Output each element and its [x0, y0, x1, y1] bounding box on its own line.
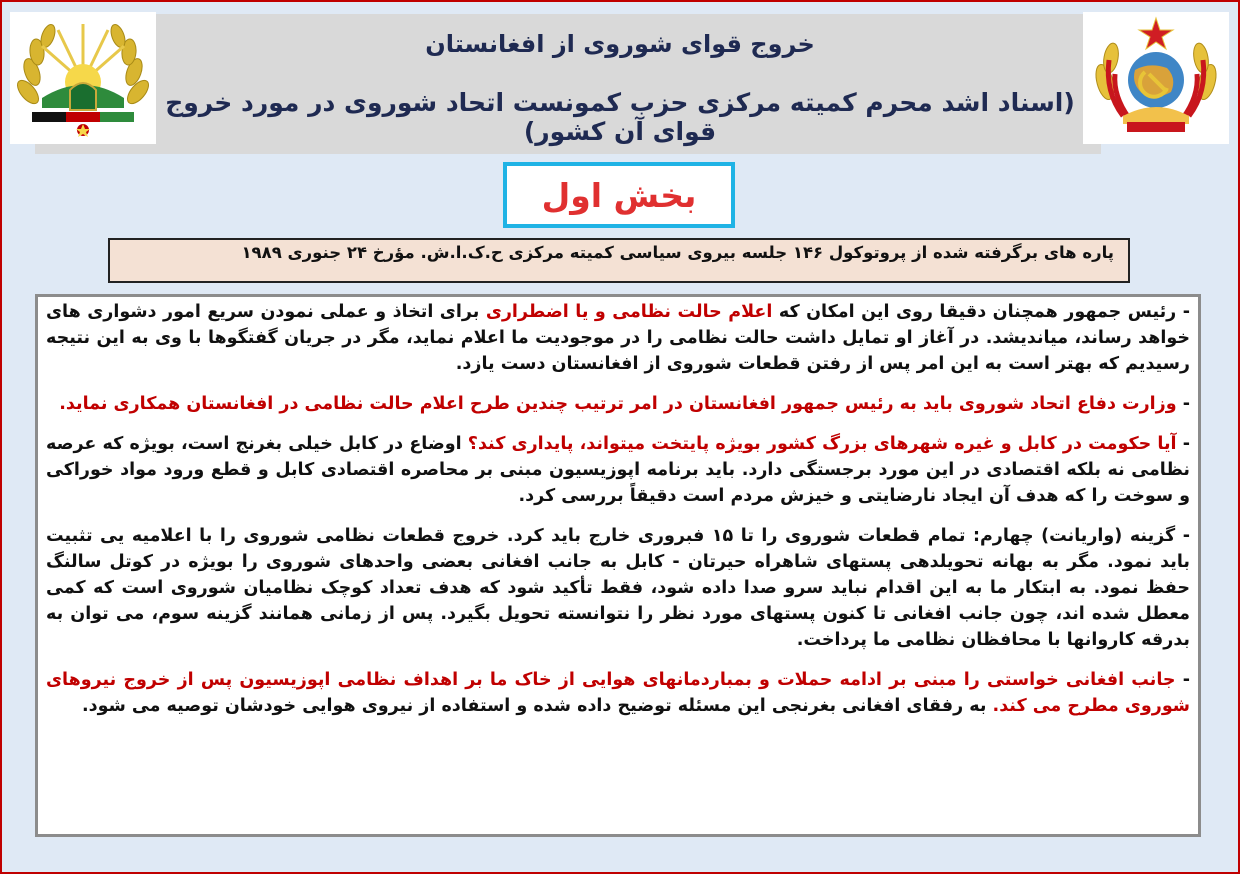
paragraph-2 [46, 391, 1190, 417]
paragraph-3 [46, 431, 1190, 509]
highlighted-text: وزارت دفاع اتحاد شوروی باید به رئیس جمهور افغانستان در امر ترتیب چندین طرح اعلام حالت نظامی در افغانستان همکاری نماید. [59, 394, 1177, 414]
paragraph-4 [46, 523, 1190, 653]
highlighted-text: آیا حکومت در کابل و غیره شهرهای بزرگ کشور بویژه پایتخت میتواند، پایداری کند؟ [467, 434, 1177, 454]
afghanistan-emblem-icon [10, 12, 156, 144]
paragraph-text: اوضاع در کابل خیلی بغرنج است، بویژه که عرصه نظامی نه بلکه اقتصادی در این مورد برجستگی دارد. باید برنامه اپوزیسیون مبنی بر محاصره اقتصادی کابل و قطع ورود مواد خوراکی و سوخت را که هدف آن ایجاد نارضایتی و خیزش مردم است دقیقاً بررسی کرد. [46, 434, 1190, 506]
page-subtitle: (اسناد اشد محرم کمیته مرکزی حزب کمونست اتحاد شوروی در مورد خروج قوای آن کشور) [165, 88, 1075, 146]
highlighted-text: اعلام حالت نظامی و یا اضطراری [485, 302, 773, 322]
paragraph-text: - گزینه (واریانت) چهارم: تمام قطعات شوروی را تا ۱۵ فبروری خارج باید کرد. خروج قطعات نظامی شوروی را با اعلامیه یی تثبیت باید نمود. مگر به بهانه تحویلدهی پستهای شاهراه حیرتان - کابل به جانب افغانی بعضی واحدهای شوروی را بویژه در کوتل سالنگ حفظ نمود. به ابتکار ما به این اقدام نباید سرو صدا داده شود، فقط تأکید شود که هدف تعداد کوچک نظامیان شوروی است که کمی معطل شده اند، چون جانب افغانی تا کنون پستهای مورد نظر را نتوانسته تحویل بگیرد. پس از زمانی همانند گزینه سوم، می توان به بدرقه کاروانها با محافظان نظامی ما پرداخت. [46, 526, 1190, 650]
highlighted-text: جانب افغانی خواستی را مبنی بر ادامه حملات و بمباردمانهای هوایی از خاک ما بر اهداف نظامی اپوزیسیون پس از خروج نیروهای شوروی مطرح می کند. [46, 670, 1190, 716]
section-heading [503, 162, 735, 228]
section-heading-text: بخش اول [541, 175, 697, 215]
paragraph-5 [46, 667, 1190, 719]
paragraph-text: - [1175, 670, 1190, 690]
page-title: خروج قوای شوروی از افغانستان [425, 30, 815, 58]
paragraph-text: - [1176, 434, 1190, 454]
ussr-emblem-icon [1083, 12, 1229, 144]
paragraph-text: - [1176, 394, 1190, 414]
paragraph-text: به رفقای افغانی بغرنجی این مسئله توضیح داده شده و استفاده از نیروی هوایی خودشان توصیه می شود. [82, 696, 993, 716]
document-body [35, 294, 1201, 837]
paragraph-text: برای اتخاذ و عملی نمودن سریع امور دشواری های خواهد رساند، میاندیشد. در آغاز او تمایل داشت حالت نظامی را در موجودیت ما اعلام نماید، مگر در جریان گفتگوها با وی به این نتیجه رسیدیم که بهتر است به این امر پس از رفتن قطعات شوروی از افغانستان دست یازد. [46, 302, 1190, 374]
protocol-banner [108, 238, 1130, 283]
protocol-text: پاره های برگرفته شده از پروتوکول ۱۴۶ جلسه بیروی سیاسی کمیته مرکزی ح.ک.ا.ش. مؤرخ ۲۴ جنوری ۱۹۸۹ [241, 243, 1114, 262]
paragraph-text: - رئیس جمهور همچنان دقیقا روی این امکان که [772, 302, 1191, 322]
paragraph-1 [46, 299, 1190, 377]
